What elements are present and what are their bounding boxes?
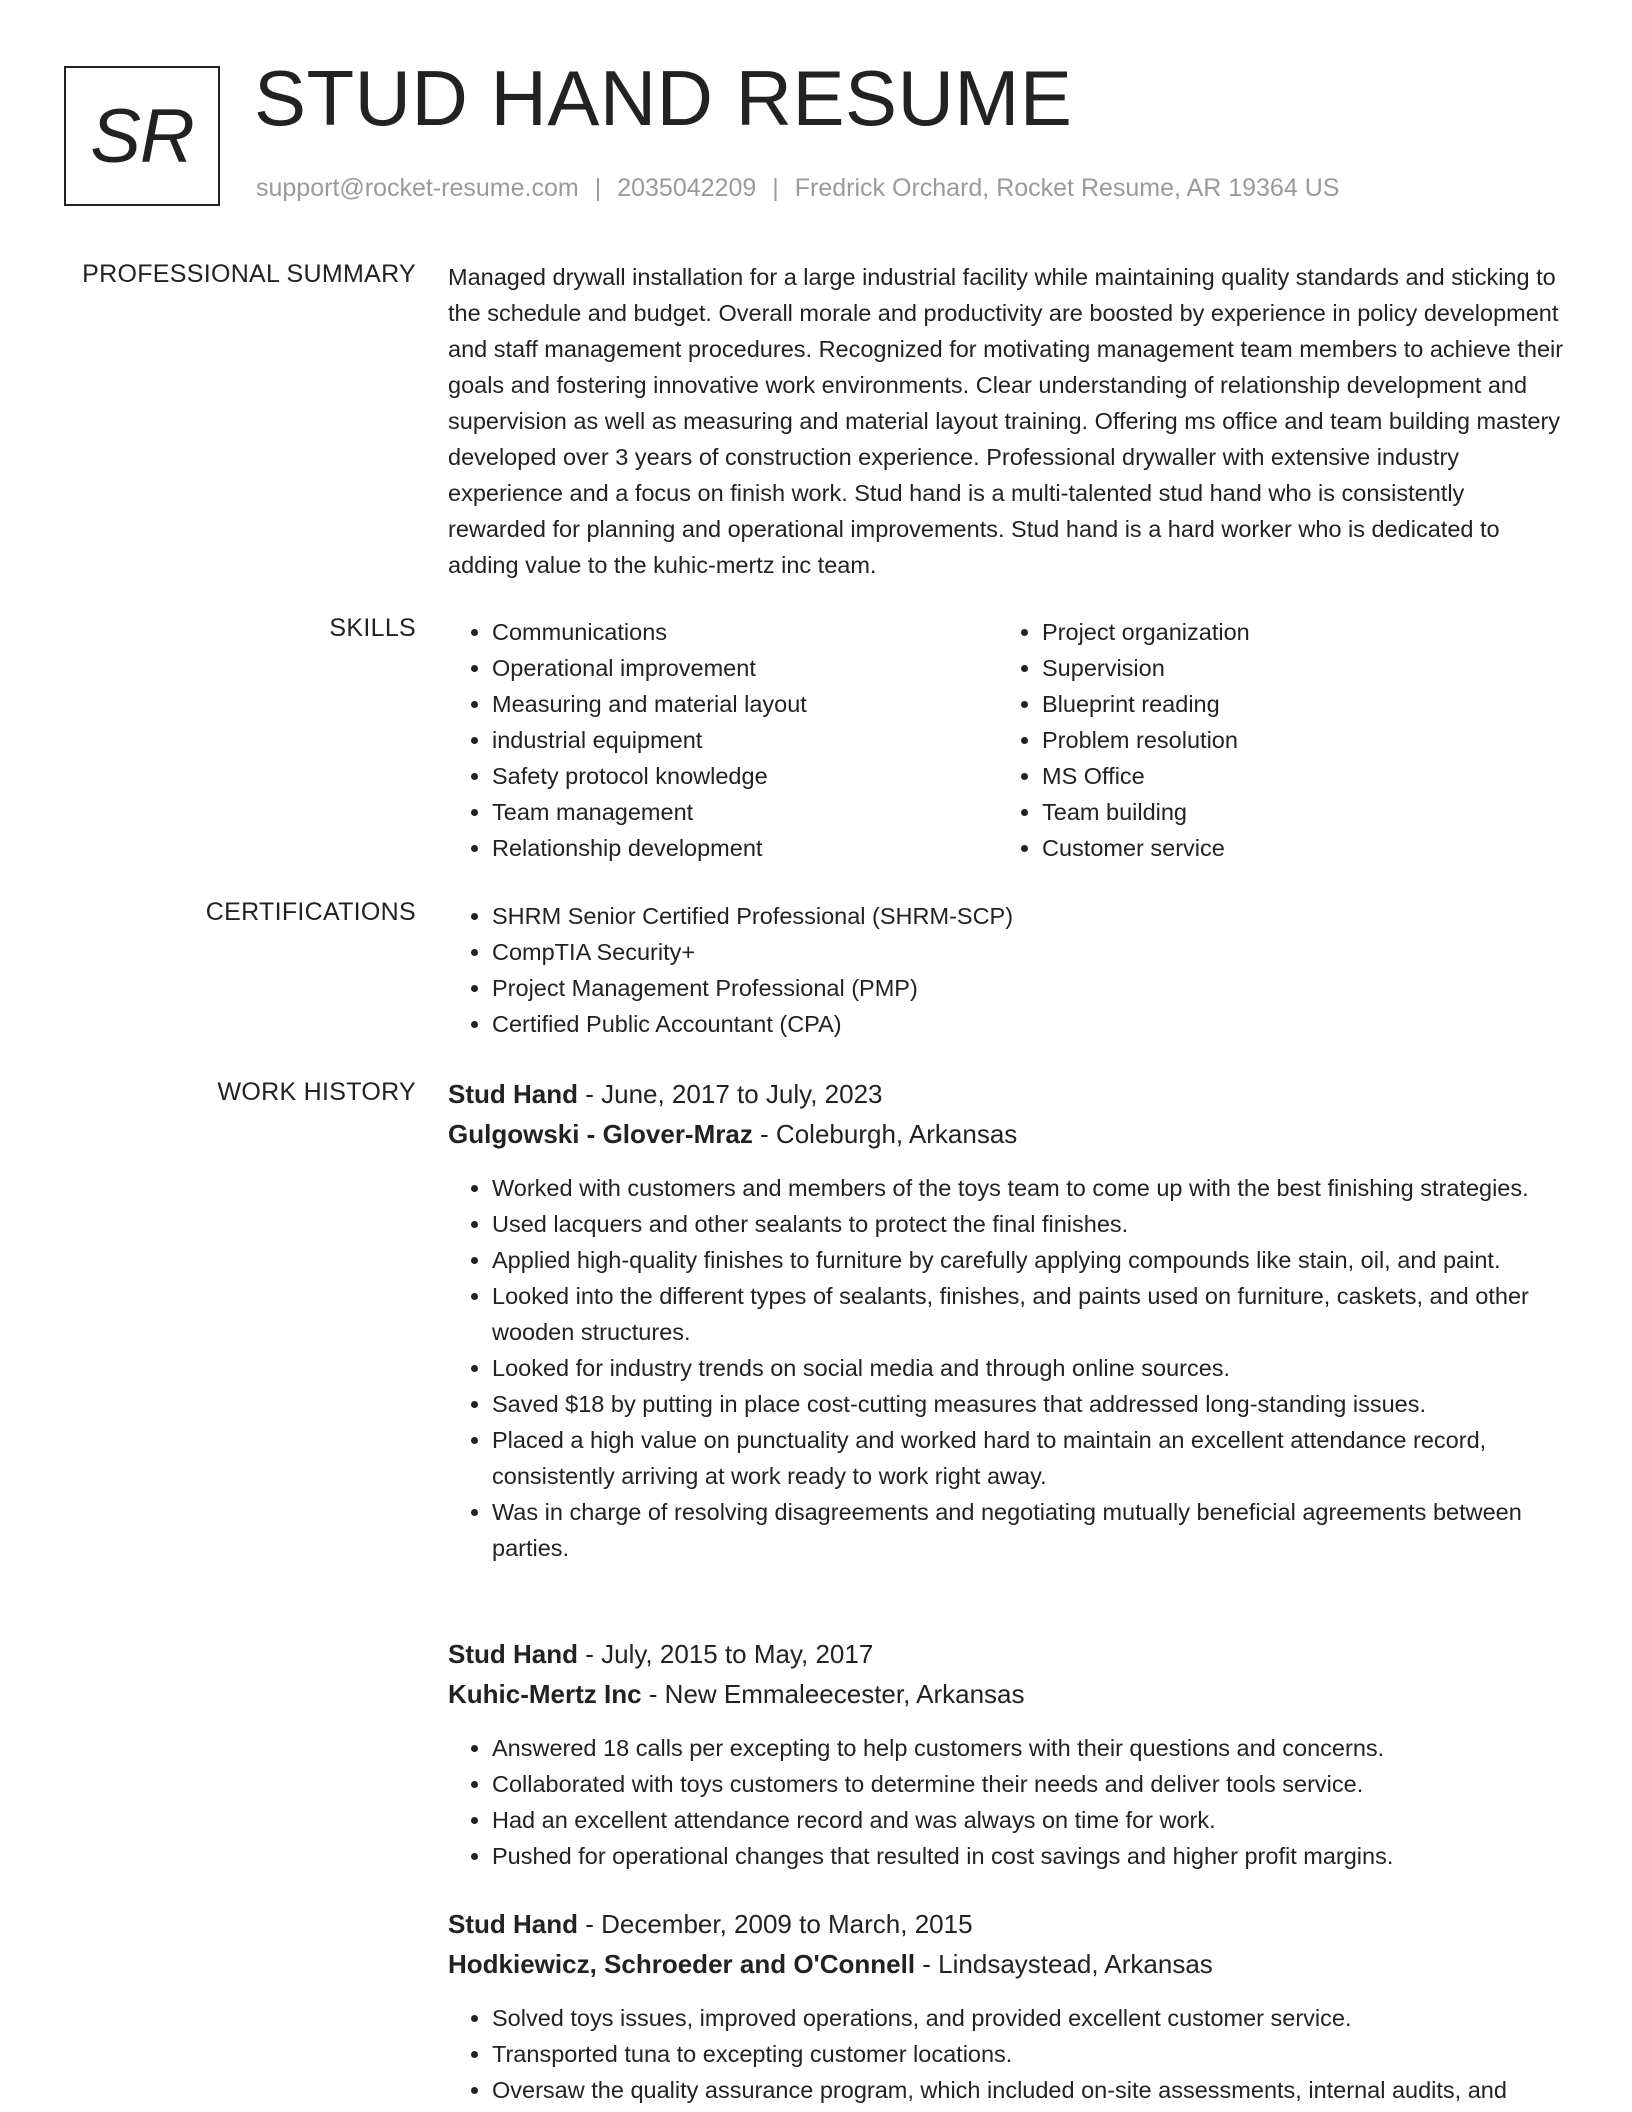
job-title: Stud Hand (448, 1079, 578, 1109)
job-bullet: • Worked with customers and members of the toys team to come up with the best finishing strategies. (492, 1170, 1568, 1206)
certification-item: • Project Management Professional (PMP) (492, 970, 1568, 1006)
job-company-line (448, 1674, 1568, 1714)
skills-list-right (998, 614, 1548, 866)
skills-columns (448, 614, 1568, 866)
skill-item: • Communications (492, 614, 998, 650)
job-bullet: • Had an excellent attendance record and was always on time for work. (492, 1802, 1568, 1838)
certification-item: • CompTIA Security+ (492, 934, 1568, 970)
job-title: Stud Hand (448, 1639, 578, 1669)
skill-item: • Project organization (1042, 614, 1548, 650)
job-entry (448, 1904, 1568, 2108)
job-location: - New Emmaleecester, Arkansas (641, 1679, 1025, 1709)
job-company: Hodkiewicz, Schroeder and O'Connell (448, 1949, 916, 1979)
job-dates: - June, 2017 to July, 2023 (578, 1079, 883, 1109)
skills-column-left (448, 614, 998, 866)
certifications-list (448, 898, 1568, 1042)
contact-separator: | (594, 174, 602, 202)
job-company-line (448, 1114, 1568, 1154)
job-company-line (448, 1944, 1568, 1984)
job-bullet: • Used lacquers and other sealants to protect the final finishes. (492, 1206, 1568, 1242)
certification-item: • SHRM Senior Certified Professional (SHRM-SCP) (492, 898, 1568, 934)
job-bullet: • Placed a high value on punctuality and worked hard to maintain an excellent attendance record, consistently arriving at work ready to work right away. (492, 1422, 1568, 1494)
job-company: Kuhic-Mertz Inc (448, 1679, 642, 1709)
job-title: Stud Hand (448, 1909, 578, 1939)
job-entry (448, 1634, 1568, 1874)
skill-item: • Team management (492, 794, 998, 830)
job-bullet: • Oversaw the quality assurance program, which included on-site assessments, internal audits, and (492, 2072, 1568, 2108)
certifications-body (448, 898, 1568, 1042)
skill-item: • MS Office (1042, 758, 1548, 794)
job-bullet: • Looked for industry trends on social media and through online sources. (492, 1350, 1568, 1386)
skills-body (448, 614, 1568, 866)
summary-label: PROFESSIONAL SUMMARY (82, 260, 416, 288)
job-bullet: • Saved $18 by putting in place cost-cutting measures that addressed long-standing issues. (492, 1386, 1568, 1422)
job-entry (448, 1074, 1568, 1566)
certification-item: • Certified Public Accountant (CPA) (492, 1006, 1568, 1042)
job-bullet: • Pushed for operational changes that resulted in cost savings and higher profit margins. (492, 1838, 1568, 1874)
job-bullets (448, 1730, 1568, 1874)
skill-item: • Problem resolution (1042, 722, 1548, 758)
skills-label: SKILLS (329, 614, 416, 642)
job-location: - Lindsaystead, Arkansas (915, 1949, 1213, 1979)
job-bullet: • Looked into the different types of sealants, finishes, and paints used on furniture, caskets, and other wooden structures. (492, 1278, 1568, 1350)
job-dates: - December, 2009 to March, 2015 (578, 1909, 973, 1939)
skill-item: • Supervision (1042, 650, 1548, 686)
resume-name: STUD HAND RESUME (254, 54, 1073, 142)
work-history-label: WORK HISTORY (217, 1078, 416, 1106)
skills-list-left (448, 614, 998, 866)
certifications-label: CERTIFICATIONS (205, 898, 416, 926)
skill-item: • Operational improvement (492, 650, 998, 686)
contact-email: support@rocket-resume.com (256, 174, 579, 202)
monogram-logo: SR (64, 66, 220, 206)
job-bullet: • Solved toys issues, improved operations, and provided excellent customer service. (492, 2000, 1568, 2036)
job-bullets (448, 2000, 1568, 2108)
job-dates: - July, 2015 to May, 2017 (578, 1639, 874, 1669)
job-bullet: • Transported tuna to excepting customer locations. (492, 2036, 1568, 2072)
job-bullet: • Applied high-quality finishes to furniture by carefully applying compounds like stain, oil, and paint. (492, 1242, 1568, 1278)
skill-item: • Relationship development (492, 830, 998, 866)
skills-column-right (998, 614, 1548, 866)
job-company: Gulgowski - Glover-Mraz (448, 1119, 753, 1149)
contact-line (256, 174, 1339, 203)
job-title-line (448, 1634, 1568, 1674)
job-title-line (448, 1904, 1568, 1944)
summary-text: Managed drywall installation for a large industrial facility while maintaining quality standards and sticking to the schedule and budget. Overall morale and productivity are boosted by experience in policy development and staff management procedures. Recognized for motivating management team members to achieve their goals and fostering innovative work environments. Clear understanding of relationship development and supervision as well as measuring and material layout training. Offering ms office and team building mastery developed over 3 years of construction experience. Professional drywaller with extensive industry experience and a focus on finish work. Stud hand is a multi-talented stud hand who is consistently rewarded for planning and operational improvements. Stud hand is a hard worker who is dedicated to adding value to the kuhic-mertz inc team. (448, 264, 1564, 578)
contact-separator: | (772, 174, 779, 202)
summary-body (448, 259, 1568, 583)
contact-address: Fredrick Orchard, Rocket Resume, AR 19364 US (794, 174, 1340, 202)
job-bullet: • Answered 18 calls per excepting to help customers with their questions and concerns. (492, 1730, 1568, 1766)
job-bullet: • Collaborated with toys customers to determine their needs and deliver tools service. (492, 1766, 1568, 1802)
skill-item: • Safety protocol knowledge (492, 758, 998, 794)
skill-item: • Blueprint reading (1042, 686, 1548, 722)
skill-item: • Measuring and material layout (492, 686, 998, 722)
job-bullets (448, 1170, 1568, 1566)
skill-item: • Customer service (1042, 830, 1548, 866)
skill-item: • industrial equipment (492, 722, 998, 758)
skill-item: • Team building (1042, 794, 1548, 830)
job-title-line (448, 1074, 1568, 1114)
contact-phone: 2035042209 (617, 174, 757, 202)
job-location: - Coleburgh, Arkansas (752, 1119, 1018, 1149)
job-bullet: • Was in charge of resolving disagreements and negotiating mutually beneficial agreements between parties. (492, 1494, 1568, 1566)
